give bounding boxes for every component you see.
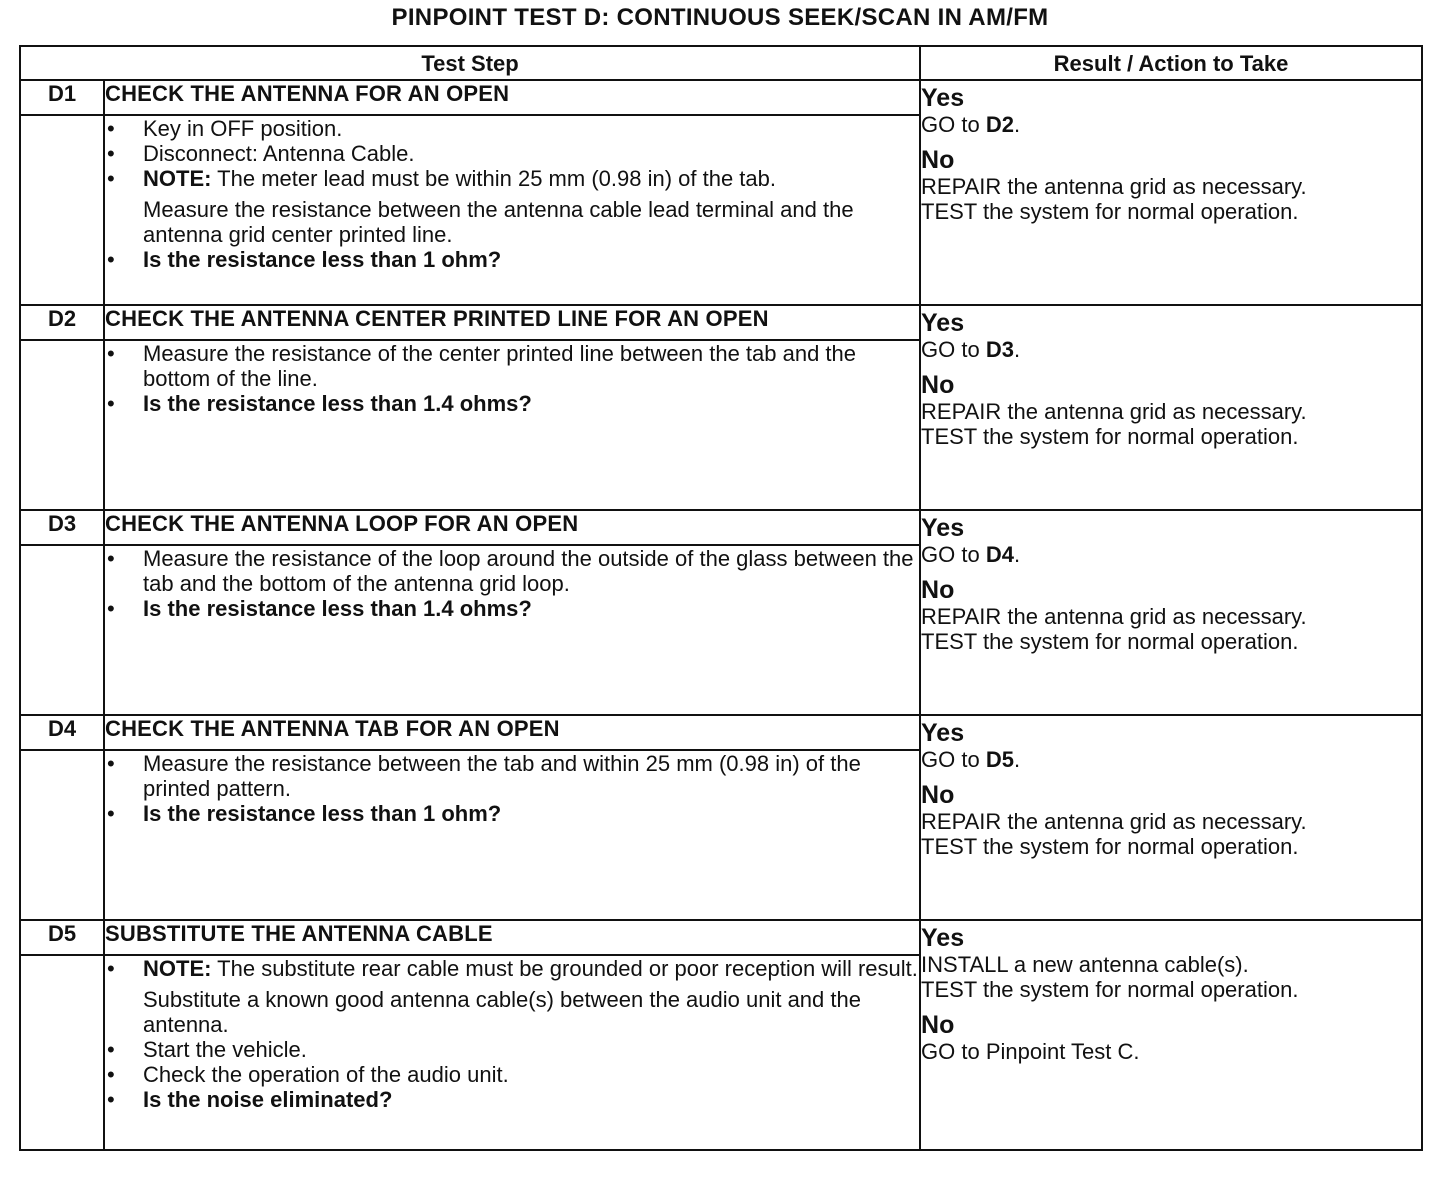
- bullet-item: [105, 1062, 919, 1087]
- action-text: INSTALL a new antenna cable(s).: [921, 952, 1249, 977]
- action-text: TEST the system for normal operation.: [921, 424, 1299, 449]
- step-instructions: [104, 955, 920, 1150]
- action-text: REPAIR the antenna grid as necessary.: [921, 809, 1307, 834]
- instruction-text: Measure the resistance of the center printed line between the tab and the bottom of the line.: [143, 341, 863, 391]
- step-heading: SUBSTITUTE THE ANTENNA CABLE: [104, 920, 920, 955]
- step-reference: D5: [985, 747, 1014, 772]
- step-instructions: [104, 750, 920, 920]
- instruction-text: Measure the resistance between the tab and within 25 mm (0.98 in) of the printed pattern.: [143, 751, 867, 801]
- no-action-line: [921, 399, 1421, 424]
- action-text: TEST the system for normal operation.: [921, 834, 1299, 859]
- action-text-suffix: .: [1013, 112, 1021, 137]
- yes-label: Yes: [921, 719, 965, 747]
- no-action-line: [921, 1039, 1421, 1064]
- no-action-line: [921, 199, 1421, 224]
- bullet-item: [105, 116, 919, 141]
- action-text: GO to: [921, 112, 986, 137]
- action-text: TEST the system for normal operation.: [921, 199, 1299, 224]
- bold-text: Is the noise eliminated?: [143, 1087, 393, 1112]
- no-label: No: [921, 1011, 955, 1039]
- bullet-item: [105, 801, 919, 826]
- step-instructions: [104, 545, 920, 715]
- no-label: No: [921, 781, 955, 809]
- action-text: GO to Pinpoint Test C.: [921, 1039, 1140, 1064]
- bold-text: NOTE:: [143, 956, 212, 981]
- step-result-cell: [920, 510, 1422, 715]
- step-id-spacer: [20, 115, 104, 305]
- step-heading: CHECK THE ANTENNA LOOP FOR AN OPEN: [104, 510, 920, 545]
- step-result-cell: [920, 715, 1422, 920]
- bullet-item: [105, 341, 919, 391]
- action-text: TEST the system for normal operation.: [921, 629, 1299, 654]
- instruction-text: Measure the resistance of the loop around the outside of the glass between the tab and the bottom of the antenna grid loop.: [143, 546, 920, 596]
- step-id-spacer: [20, 340, 104, 510]
- instruction-text: Start the vehicle.: [143, 1037, 307, 1062]
- step-heading-row: [20, 920, 1422, 955]
- bold-text: Is the resistance less than 1 ohm?: [143, 801, 502, 826]
- step-heading-row: [20, 510, 1422, 545]
- step-id: D4: [20, 715, 104, 750]
- pinpoint-test-table: [19, 45, 1423, 1151]
- no-action-line: [921, 174, 1421, 199]
- action-text: REPAIR the antenna grid as necessary.: [921, 174, 1307, 199]
- action-text-suffix: .: [1013, 747, 1021, 772]
- table-header-row: [20, 46, 1422, 80]
- bullet-item: [105, 751, 919, 801]
- action-text-suffix: .: [1013, 542, 1021, 567]
- instruction-text: Key in OFF position.: [143, 116, 343, 141]
- step-result-cell: [920, 920, 1422, 1150]
- yes-label: Yes: [921, 924, 965, 952]
- bullet-item: [105, 1087, 919, 1112]
- bullet-item: [105, 956, 919, 981]
- instruction-text: Measure the resistance between the antenna cable lead terminal and the antenna grid center printed line.: [143, 197, 860, 247]
- step-heading: CHECK THE ANTENNA TAB FOR AN OPEN: [104, 715, 920, 750]
- step-heading: CHECK THE ANTENNA CENTER PRINTED LINE FOR AN OPEN: [104, 305, 920, 340]
- instruction-text: Substitute a known good antenna cable(s) between the audio unit and the antenna.: [143, 987, 868, 1037]
- step-id-spacer: [20, 750, 104, 920]
- page-title: PINPOINT TEST D: CONTINUOUS SEEK/SCAN IN AM/FM: [391, 4, 1049, 31]
- step-instructions: [104, 115, 920, 305]
- instruction-paragraph: [105, 987, 919, 1037]
- instruction-text: Check the operation of the audio unit.: [143, 1062, 509, 1087]
- bullet-item: [105, 1037, 919, 1062]
- step-instructions: [104, 340, 920, 510]
- bold-text: Is the resistance less than 1.4 ohms?: [143, 391, 532, 416]
- instruction-text: Disconnect: Antenna Cable.: [143, 141, 415, 166]
- yes-action-line: [921, 977, 1421, 1002]
- yes-action-line: [921, 542, 1421, 567]
- no-action-line: [921, 424, 1421, 449]
- no-action-line: [921, 629, 1421, 654]
- yes-label: Yes: [921, 514, 965, 542]
- step-reference: D2: [985, 112, 1014, 137]
- header-result-action: Result / Action to Take: [920, 46, 1422, 80]
- step-id-spacer: [20, 545, 104, 715]
- step-heading: CHECK THE ANTENNA FOR AN OPEN: [104, 80, 920, 115]
- step-reference: D3: [985, 337, 1014, 362]
- bullet-item: [105, 391, 919, 416]
- instruction-text: The meter lead must be within 25 mm (0.98 in) of the tab.: [211, 166, 776, 191]
- steps-body: [20, 80, 1422, 1150]
- bullet-item: [105, 141, 919, 166]
- action-text-suffix: .: [1013, 337, 1021, 362]
- step-id: D1: [20, 80, 104, 115]
- yes-label: Yes: [921, 309, 965, 337]
- instruction-text: The substitute rear cable must be grounded or poor reception will result.: [211, 956, 918, 981]
- action-text: GO to: [921, 337, 986, 362]
- no-action-line: [921, 604, 1421, 629]
- bold-text: NOTE:: [143, 166, 212, 191]
- yes-action-line: [921, 747, 1421, 772]
- instruction-paragraph: [105, 197, 919, 247]
- step-id-spacer: [20, 955, 104, 1150]
- step-id: D2: [20, 305, 104, 340]
- step-reference: D4: [985, 542, 1014, 567]
- header-test-step: Test Step: [20, 46, 920, 80]
- yes-action-line: [921, 337, 1421, 362]
- action-text: GO to: [921, 747, 986, 772]
- no-label: No: [921, 576, 955, 604]
- step-id: D3: [20, 510, 104, 545]
- bold-text: Is the resistance less than 1 ohm?: [143, 247, 502, 272]
- step-heading-row: [20, 80, 1422, 115]
- bullet-item: [105, 596, 919, 621]
- bold-text: Is the resistance less than 1.4 ohms?: [143, 596, 532, 621]
- bullet-item: [105, 247, 919, 272]
- step-heading-row: [20, 305, 1422, 340]
- yes-action-line: [921, 952, 1421, 977]
- action-text: TEST the system for normal operation.: [921, 977, 1299, 1002]
- step-id: D5: [20, 920, 104, 955]
- action-text: GO to: [921, 542, 986, 567]
- action-text: REPAIR the antenna grid as necessary.: [921, 604, 1307, 629]
- no-label: No: [921, 146, 955, 174]
- no-action-line: [921, 809, 1421, 834]
- action-text: REPAIR the antenna grid as necessary.: [921, 399, 1307, 424]
- step-result-cell: [920, 305, 1422, 510]
- bullet-item: [105, 546, 919, 596]
- step-heading-row: [20, 715, 1422, 750]
- yes-label: Yes: [921, 84, 965, 112]
- bullet-item: [105, 166, 919, 191]
- no-label: No: [921, 371, 955, 399]
- step-result-cell: [920, 80, 1422, 305]
- yes-action-line: [921, 112, 1421, 137]
- no-action-line: [921, 834, 1421, 859]
